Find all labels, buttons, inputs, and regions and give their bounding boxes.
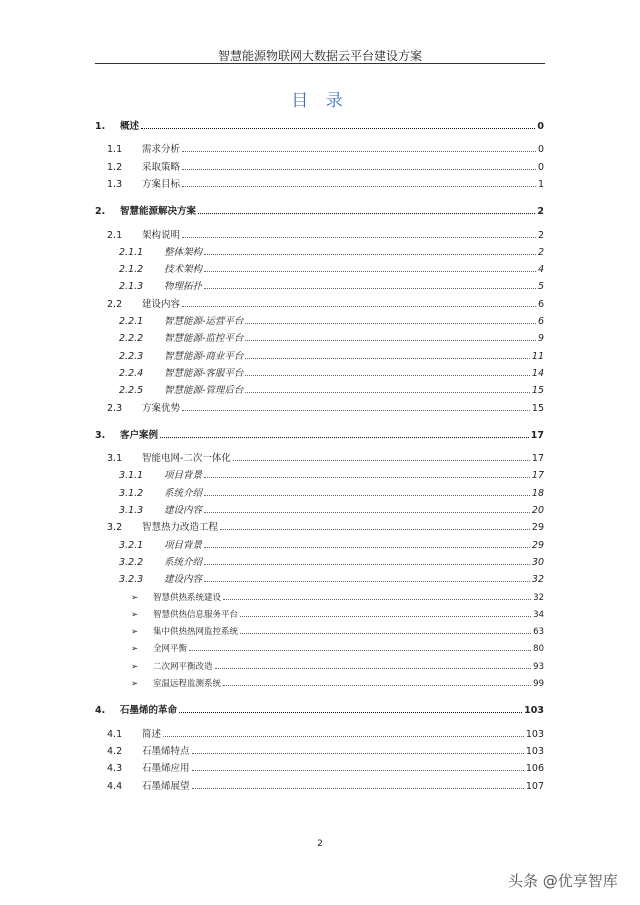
toc-entry-title: 智慧能源-商业平台 bbox=[164, 350, 244, 362]
toc-entry-title: 技术架构 bbox=[164, 264, 203, 276]
toc-entry-page: 103 bbox=[525, 728, 544, 740]
dot-leader bbox=[179, 702, 522, 713]
page-number: 2 bbox=[317, 839, 323, 849]
toc-entry-title: 智慧能源-客服平台 bbox=[164, 367, 244, 379]
toc-entry-number: 4. bbox=[95, 705, 106, 717]
toc-entry[interactable] bbox=[131, 640, 544, 654]
dot-leader bbox=[182, 296, 536, 307]
toc-entry-title: 智慧能源-监控平台 bbox=[164, 333, 244, 345]
toc-entry-title: 石墨烯展望 bbox=[142, 780, 190, 792]
toc-entry-number: 2. bbox=[95, 206, 106, 218]
toc-entry-number: 3.1.1 bbox=[119, 470, 144, 482]
toc-entry-title: 项目背景 bbox=[164, 470, 203, 482]
toc-entry-page: 32 bbox=[533, 592, 544, 603]
toc-entry-title: 智慧能源解决方案 bbox=[120, 206, 197, 218]
dot-leader bbox=[204, 261, 536, 272]
dot-leader bbox=[192, 760, 524, 771]
toc-entry-number: 3.2 bbox=[107, 522, 123, 534]
toc-entry-number: 2.1 bbox=[107, 229, 123, 241]
dot-leader bbox=[192, 743, 524, 754]
toc-entry-page: 15 bbox=[531, 402, 544, 414]
bullet-arrow-icon: ➢ bbox=[131, 679, 139, 689]
toc-entry[interactable] bbox=[119, 554, 544, 568]
dot-leader bbox=[182, 159, 536, 170]
toc-entry-number: 3.1.3 bbox=[119, 505, 144, 516]
toc-entry[interactable] bbox=[119, 382, 544, 396]
toc-entry-number: 1.3 bbox=[107, 178, 123, 190]
toc-entry-page: 30 bbox=[531, 556, 544, 568]
dot-leader bbox=[204, 278, 536, 289]
toc-entry-title: 简述 bbox=[142, 728, 162, 740]
dot-leader bbox=[223, 675, 531, 686]
bullet-arrow-icon: ➢ bbox=[131, 627, 139, 638]
toc-entry[interactable] bbox=[119, 571, 544, 585]
toc-entry[interactable] bbox=[107, 743, 544, 757]
toc-entry-number: 2.2 bbox=[107, 298, 123, 310]
toc-entry-page: 63 bbox=[533, 627, 544, 638]
dot-leader bbox=[141, 118, 535, 129]
toc-entry[interactable] bbox=[95, 203, 544, 217]
dot-leader bbox=[182, 400, 530, 411]
toc-entry-page: 5 bbox=[537, 281, 544, 293]
toc-entry-page: 93 bbox=[533, 661, 544, 672]
toc-entry-page: 103 bbox=[524, 705, 544, 717]
toc-title: 目 录 bbox=[291, 91, 349, 111]
dot-leader bbox=[189, 640, 531, 651]
dot-leader bbox=[192, 778, 524, 789]
toc-entry-page: 6 bbox=[537, 316, 544, 327]
toc-entry-title: 建设内容 bbox=[142, 298, 181, 310]
toc-entry-number: 2.1.2 bbox=[119, 264, 144, 276]
bullet-arrow-icon: ➢ bbox=[131, 661, 139, 672]
dot-leader bbox=[160, 427, 529, 438]
dot-leader bbox=[204, 554, 530, 565]
page-header-title: 智慧能源物联网大数据云平台建设方案 bbox=[217, 49, 422, 63]
toc-entry-page: 6 bbox=[537, 298, 544, 310]
dot-leader bbox=[204, 571, 530, 582]
dot-leader bbox=[182, 141, 536, 152]
toc-entry-title: 系统介绍 bbox=[164, 556, 203, 568]
toc-entry-number: 2.2.5 bbox=[119, 385, 144, 397]
toc-entry-page: 2 bbox=[537, 246, 544, 258]
toc-entry-number: 4.2 bbox=[107, 745, 123, 757]
toc-entry-title: 全网平衡 bbox=[153, 644, 188, 655]
toc-entry-title: 架构说明 bbox=[142, 229, 181, 241]
toc-entry-title: 概述 bbox=[120, 121, 140, 132]
toc-entry-number: 2.2.2 bbox=[119, 333, 144, 345]
toc-entry-title: 智慧供热系统建设 bbox=[153, 592, 222, 603]
bullet-arrow-icon: ➢ bbox=[131, 609, 139, 620]
toc-entry-number: 2.1.1 bbox=[119, 246, 144, 258]
toc-entry-title: 客户案例 bbox=[120, 429, 159, 441]
toc-entry-page: 32 bbox=[531, 574, 544, 586]
toc-entry-title: 物理拓扑 bbox=[164, 281, 203, 293]
toc-entry[interactable] bbox=[119, 330, 544, 344]
toc-entry[interactable] bbox=[119, 244, 544, 258]
toc-entry[interactable] bbox=[107, 141, 544, 155]
toc-entry-title: 建设内容 bbox=[164, 505, 203, 516]
toc-entry-page: 11 bbox=[531, 350, 544, 362]
header-rule bbox=[95, 63, 545, 64]
toc-entry-number: 4.4 bbox=[107, 780, 123, 792]
toc-entry-number: 2.2.3 bbox=[119, 350, 144, 362]
toc-entry-title: 智慧供热信息服务平台 bbox=[153, 609, 239, 620]
toc-entry-page: 0 bbox=[537, 144, 544, 156]
toc-entry-page: 17 bbox=[530, 429, 544, 441]
toc-entry-page: 2 bbox=[537, 206, 544, 218]
toc-entry-title: 建设内容 bbox=[164, 574, 203, 586]
toc-entry-page: 107 bbox=[525, 780, 544, 792]
toc-entry-number: 3.2.3 bbox=[119, 574, 144, 586]
toc-entry[interactable] bbox=[131, 658, 544, 672]
toc-entry-number: 2.3 bbox=[107, 402, 123, 414]
toc-entry-title: 智慧热力改造工程 bbox=[142, 522, 219, 534]
toc-entry-number: 1.1 bbox=[107, 144, 123, 156]
toc-entry-number: 1.2 bbox=[107, 161, 123, 173]
toc-entry-number: 1. bbox=[95, 121, 106, 132]
dot-leader bbox=[204, 467, 530, 478]
toc-entry-title: 石墨烯应用 bbox=[142, 763, 190, 775]
dot-leader bbox=[245, 382, 529, 393]
toc-entry[interactable] bbox=[131, 589, 544, 603]
toc-entry-title: 集中供热热网监控系统 bbox=[153, 627, 239, 638]
dot-leader bbox=[198, 203, 535, 214]
watermark: 头条 @优享智库 bbox=[508, 872, 618, 890]
toc-entry[interactable] bbox=[119, 278, 544, 292]
toc-entry-page: 14 bbox=[531, 367, 544, 379]
toc-entry-title: 智能电网-二次一体化 bbox=[142, 453, 231, 465]
dot-leader bbox=[233, 450, 530, 461]
toc-entry-number: 3.1 bbox=[107, 453, 123, 465]
toc-entry-number: 3.1.2 bbox=[119, 487, 144, 499]
toc-entry[interactable] bbox=[119, 365, 544, 379]
toc-entry[interactable] bbox=[107, 519, 544, 533]
toc-entry-page: 34 bbox=[533, 609, 544, 620]
toc-entry[interactable] bbox=[119, 502, 544, 516]
dot-leader bbox=[245, 365, 529, 376]
dot-leader bbox=[182, 227, 536, 238]
toc-entry-page: 29 bbox=[531, 522, 544, 534]
toc-entry[interactable] bbox=[107, 176, 544, 190]
toc-entry[interactable] bbox=[119, 348, 544, 362]
toc-entry-page: 0 bbox=[537, 121, 544, 132]
dot-leader bbox=[240, 623, 531, 634]
dot-leader bbox=[245, 348, 529, 359]
toc-entry-title: 采取策略 bbox=[142, 161, 181, 173]
toc-entry-title: 方案优势 bbox=[142, 402, 181, 414]
toc-entry-page: 9 bbox=[537, 333, 544, 345]
toc-entry[interactable] bbox=[107, 726, 544, 740]
toc-entry-number: 2.2.4 bbox=[119, 367, 144, 379]
dot-leader bbox=[204, 502, 530, 513]
toc-entry[interactable] bbox=[131, 623, 544, 637]
toc-entry-page: 2 bbox=[537, 229, 544, 241]
toc-entry-page: 20 bbox=[531, 505, 544, 516]
toc-entry-page: 17 bbox=[531, 453, 544, 465]
dot-leader bbox=[223, 589, 531, 600]
toc-entry-number: 2.2.1 bbox=[119, 316, 144, 327]
toc-entry-number: 3. bbox=[95, 429, 106, 441]
toc-entry-title: 智慧能源-管理后台 bbox=[164, 385, 244, 397]
toc-entry[interactable] bbox=[107, 450, 544, 464]
toc-entry-title: 石墨烯的革命 bbox=[120, 705, 178, 717]
dot-leader bbox=[182, 176, 536, 187]
dot-leader bbox=[245, 313, 536, 324]
toc-entry-title: 石墨烯特点 bbox=[142, 745, 190, 757]
toc-entry[interactable] bbox=[119, 485, 544, 499]
toc-entry-number: 4.1 bbox=[107, 728, 123, 740]
toc-entry-title: 方案目标 bbox=[142, 178, 181, 190]
dot-leader bbox=[204, 485, 530, 496]
toc-entry-page: 15 bbox=[531, 385, 544, 397]
toc-entry-title: 智慧能源-运营平台 bbox=[164, 316, 244, 327]
toc-entry-title: 二次网平衡改造 bbox=[153, 661, 213, 672]
toc-entry-page: 17 bbox=[531, 470, 544, 482]
toc-entry-page: 29 bbox=[531, 539, 544, 551]
toc-entry-page: 103 bbox=[525, 745, 544, 757]
toc-entry[interactable] bbox=[107, 296, 544, 310]
toc-entry-title: 需求分析 bbox=[142, 144, 181, 156]
dot-leader bbox=[215, 658, 532, 669]
toc-entry-page: 106 bbox=[525, 763, 544, 775]
toc-entry[interactable] bbox=[119, 261, 544, 275]
toc-entry[interactable] bbox=[119, 313, 544, 327]
toc-entry[interactable] bbox=[107, 159, 544, 173]
toc-entry[interactable] bbox=[131, 675, 544, 689]
toc-entry[interactable] bbox=[95, 118, 544, 132]
dot-leader bbox=[240, 606, 531, 617]
toc-entry-number: 3.2.1 bbox=[119, 539, 144, 551]
bullet-arrow-icon: ➢ bbox=[131, 644, 139, 655]
dot-leader bbox=[163, 726, 524, 737]
toc-entry-page: 1 bbox=[537, 178, 544, 190]
dot-leader bbox=[204, 537, 530, 548]
toc-entry[interactable] bbox=[131, 606, 544, 620]
toc-entry[interactable] bbox=[95, 427, 544, 441]
toc-entry-page: 0 bbox=[537, 161, 544, 173]
toc-entry-number: 3.2.2 bbox=[119, 556, 144, 568]
toc-entry[interactable] bbox=[107, 227, 544, 241]
toc-entry-page: 99 bbox=[533, 679, 544, 689]
toc-entry[interactable] bbox=[119, 537, 544, 551]
toc-entry-page: 80 bbox=[533, 644, 544, 655]
toc-entry-page: 4 bbox=[537, 264, 544, 276]
toc-entry[interactable] bbox=[107, 778, 544, 792]
toc-entry-title: 整体架构 bbox=[164, 246, 203, 258]
toc-entry-number: 4.3 bbox=[107, 763, 123, 775]
toc-entry[interactable] bbox=[119, 467, 544, 481]
dot-leader bbox=[220, 519, 530, 530]
toc-entry-page: 18 bbox=[531, 487, 544, 499]
toc-entry-number: 2.1.3 bbox=[119, 281, 144, 293]
bullet-arrow-icon: ➢ bbox=[131, 592, 139, 603]
toc-entry[interactable] bbox=[95, 702, 544, 716]
toc-entry[interactable] bbox=[107, 400, 544, 414]
dot-leader bbox=[245, 330, 536, 341]
toc-entry-title: 系统介绍 bbox=[164, 487, 203, 499]
toc-entry-title: 室温远程监测系统 bbox=[153, 679, 222, 689]
toc-entry[interactable] bbox=[107, 760, 544, 774]
toc-entry-title: 项目背景 bbox=[164, 539, 203, 551]
dot-leader bbox=[204, 244, 536, 255]
